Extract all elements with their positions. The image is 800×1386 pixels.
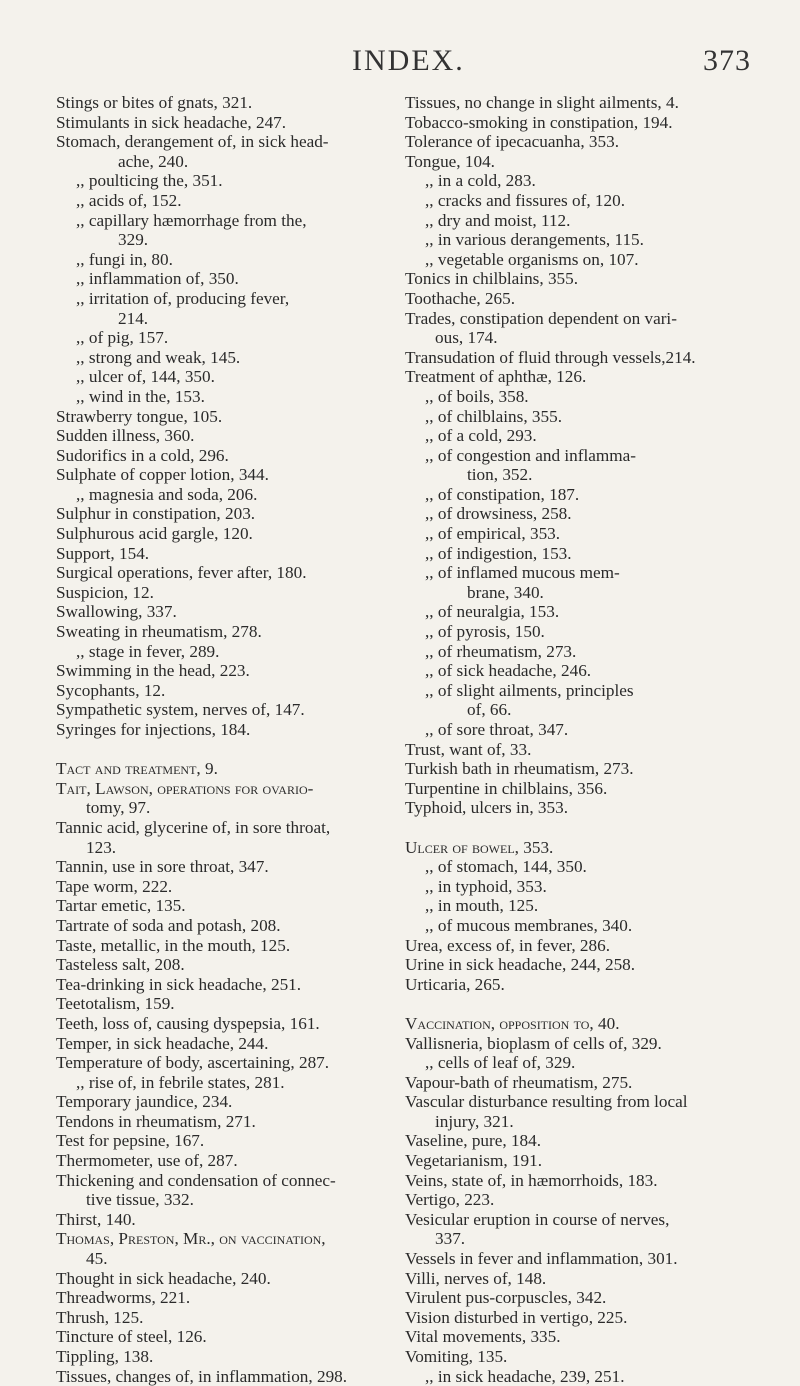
page-number: 373	[703, 44, 751, 77]
index-entry: Vesicular eruption in course of nerves,	[405, 1209, 670, 1229]
index-subentry: ,, rise of, in febrile states, 281.	[76, 1072, 285, 1092]
index-entry: Ulcer of bowel, 353.	[405, 837, 554, 857]
index-entry: Veins, state of, in hæmorrhoids, 183.	[405, 1170, 658, 1190]
index-entry: Tannic acid, glycerine of, in sore throat,	[56, 817, 331, 837]
index-entry: Thought in sick headache, 240.	[56, 1268, 271, 1288]
index-entry: Thrush, 125.	[56, 1307, 144, 1327]
index-entry: Tendons in rheumatism, 271.	[56, 1111, 256, 1131]
index-entry: Virulent pus-corpuscles, 342.	[405, 1288, 607, 1308]
index-entry-continuation: ache, 240.	[118, 151, 189, 171]
section-gap	[405, 994, 743, 1014]
page-header	[0, 44, 800, 84]
index-subentry: ,, inflammation of, 350.	[76, 269, 239, 289]
index-entry: Tartrate of soda and potash, 208.	[56, 915, 281, 935]
index-subentry: ,, capillary hæmorrhage from the,	[76, 210, 307, 230]
index-entry-continuation: 123.	[86, 837, 117, 857]
index-entry: Thermometer, use of, 287.	[56, 1151, 238, 1171]
index-column-left	[56, 93, 384, 1386]
index-entry-continuation: brane, 340.	[467, 582, 544, 602]
index-entry: Swimming in the head, 223.	[56, 661, 250, 681]
index-entry: Strawberry tongue, 105.	[56, 406, 223, 426]
index-entry: Vaccination, opposition to, 40.	[405, 1013, 620, 1033]
index-entry: Thickening and condensation of connec-	[56, 1170, 336, 1190]
index-entry: Temper, in sick headache, 244.	[56, 1033, 269, 1053]
index-subentry: ,, of stomach, 144, 350.	[425, 857, 587, 877]
index-subentry: ,, in sick headache, 239, 251.	[425, 1366, 625, 1386]
index-entry: Vital movements, 335.	[405, 1327, 561, 1347]
index-entry: Trust, want of, 33.	[405, 739, 532, 759]
index-subentry: ,, of slight ailments, principles	[425, 680, 634, 700]
section-gap	[56, 740, 384, 760]
index-entry: Sulphurous acid gargle, 120.	[56, 524, 253, 544]
index-entry: Taste, metallic, in the mouth, 125.	[56, 935, 291, 955]
index-subentry: ,, of constipation, 187.	[425, 484, 580, 504]
index-entry: Sycophants, 12.	[56, 680, 166, 700]
index-subentry: ,, of rheumatism, 273.	[425, 641, 577, 661]
index-entry: Tannin, use in sore throat, 347.	[56, 857, 269, 877]
index-subentry: ,, of boils, 358.	[425, 386, 529, 406]
index-entry: Sympathetic system, nerves of, 147.	[56, 700, 305, 720]
index-entry: Vessels in fever and inflammation, 301.	[405, 1249, 678, 1269]
index-subentry: ,, stage in fever, 289.	[76, 641, 220, 661]
index-entry: Sudorifics in a cold, 296.	[56, 445, 229, 465]
index-entry: Temporary jaundice, 234.	[56, 1092, 233, 1112]
index-entry: Swallowing, 337.	[56, 602, 177, 622]
index-subentry: ,, of a cold, 293.	[425, 426, 537, 446]
index-entry: Vomiting, 135.	[405, 1347, 508, 1366]
index-subentry: ,, of sore throat, 347.	[425, 720, 569, 739]
index-subentry: ,, of empirical, 353.	[425, 524, 561, 544]
index-subentry: ,, of mucous membranes, 340.	[425, 915, 633, 935]
page-title: INDEX.	[352, 44, 465, 77]
index-entry-continuation: 329.	[118, 230, 149, 250]
index-subentry: ,, of sick headache, 246.	[425, 661, 592, 681]
index-entry: Suspicion, 12.	[56, 582, 154, 602]
index-entry: Villi, nerves of, 148.	[405, 1268, 547, 1288]
index-subentry: ,, irritation of, producing fever,	[76, 288, 290, 308]
index-subentry: ,, acids of, 152.	[76, 190, 182, 210]
index-entry: Vaseline, pure, 184.	[405, 1131, 542, 1151]
index-subentry: ,, in a cold, 283.	[425, 171, 536, 191]
index-entry: Sweating in rheumatism, 278.	[56, 622, 262, 642]
index-subentry: ,, in various derangements, 115.	[425, 230, 644, 250]
index-entry: Turkish bath in rheumatism, 273.	[405, 759, 634, 779]
index-entry: Turpentine in chilblains, 356.	[405, 778, 608, 798]
index-subentry: ,, of pyrosis, 150.	[425, 622, 545, 642]
index-entry: Syringes for injections, 184.	[56, 720, 251, 739]
index-entry: Threadworms, 221.	[56, 1288, 191, 1308]
index-entry: Urea, excess of, in fever, 286.	[405, 935, 610, 955]
index-entry: Teeth, loss of, causing dyspepsia, 161.	[56, 1013, 320, 1033]
index-entry: Urine in sick headache, 244, 258.	[405, 955, 636, 975]
index-entry: Thirst, 140.	[56, 1209, 136, 1229]
index-entry: Tippling, 138.	[56, 1347, 154, 1366]
index-entry: Trades, constipation dependent on vari-	[405, 308, 677, 328]
index-entry-continuation: tion, 352.	[467, 465, 533, 485]
index-subentry: ,, of inflamed mucous mem-	[425, 563, 620, 583]
index-entry: Vision disturbed in vertigo, 225.	[405, 1307, 628, 1327]
index-subentry: ,, magnesia and soda, 206.	[76, 484, 258, 504]
section-gap	[405, 818, 743, 838]
index-entry-continuation: 45.	[86, 1249, 108, 1269]
index-entry: Tea-drinking in sick headache, 251.	[56, 974, 302, 994]
index-entry: Toothache, 265.	[405, 288, 516, 308]
index-entry: Tongue, 104.	[405, 151, 495, 171]
index-entry-continuation: 214.	[118, 308, 149, 328]
index-subentry: ,, of neuralgia, 153.	[425, 602, 560, 622]
index-entry: Vegetarianism, 191.	[405, 1151, 542, 1171]
index-entry: Tact and treatment, 9.	[56, 759, 218, 779]
index-entry: Tonics in chilblains, 355.	[405, 269, 579, 289]
index-entry: Tissues, no change in slight ailments, 4.	[405, 93, 679, 112]
index-entry: Treatment of aphthæ, 126.	[405, 367, 587, 387]
index-subentry: ,, in typhoid, 353.	[425, 876, 547, 896]
index-subentry: ,, cells of leaf of, 329.	[425, 1053, 576, 1073]
index-entry: Sulphur in constipation, 203.	[56, 504, 256, 524]
index-entry: Sulphate of copper lotion, 344.	[56, 465, 269, 485]
index-entry: Tolerance of ipecacuanha, 353.	[405, 132, 620, 152]
index-entry: Vallisneria, bioplasm of cells of, 329.	[405, 1033, 662, 1053]
index-entry: Tincture of steel, 126.	[56, 1327, 207, 1347]
index-entry: Tobacco-smoking in constipation, 194.	[405, 112, 673, 132]
index-entry-continuation: injury, 321.	[435, 1111, 514, 1131]
index-entry: Stimulants in sick headache, 247.	[56, 112, 287, 132]
index-subentry: ,, cracks and fissures of, 120.	[425, 190, 625, 210]
index-entry: Stings or bites of gnats, 321.	[56, 93, 253, 112]
index-entry-continuation: tomy, 97.	[86, 798, 151, 818]
index-entry: Tape worm, 222.	[56, 876, 173, 896]
index-entry: Support, 154.	[56, 543, 150, 563]
index-entry: Vascular disturbance resulting from local	[405, 1092, 688, 1112]
index-entry: Urticaria, 265.	[405, 974, 505, 994]
index-subentry: ,, poulticing the, 351.	[76, 171, 223, 191]
index-entry: Thomas, Preston, Mr., on vaccination,	[56, 1229, 326, 1249]
index-subentry: ,, wind in the, 153.	[76, 386, 205, 406]
index-subentry: ,, of pig, 157.	[76, 328, 169, 348]
index-subentry: ,, vegetable organisms on, 107.	[425, 249, 639, 269]
index-subentry: ,, strong and weak, 145.	[76, 347, 241, 367]
index-entry-continuation: ous, 174.	[435, 328, 498, 348]
index-entry-continuation: 337.	[435, 1229, 466, 1249]
index-subentry: ,, of indigestion, 153.	[425, 543, 572, 563]
index-entry: Teetotalism, 159.	[56, 994, 175, 1014]
index-entry-continuation: of, 66.	[467, 700, 512, 720]
index-entry: Sudden illness, 360.	[56, 426, 195, 446]
index-entry: Surgical operations, fever after, 180.	[56, 563, 307, 583]
index-entry: Tissues, changes of, in inflammation, 298.	[56, 1366, 348, 1386]
index-subentry: ,, of congestion and inflamma-	[425, 445, 636, 465]
index-entry: Vertigo, 223.	[405, 1190, 495, 1210]
index-subentry: ,, dry and moist, 112.	[425, 210, 571, 230]
index-entry-continuation: tive tissue, 332.	[86, 1190, 194, 1210]
index-entry: Vapour-bath of rheumatism, 275.	[405, 1072, 633, 1092]
index-subentry: ,, ulcer of, 144, 350.	[76, 367, 215, 387]
index-entry: Tartar emetic, 135.	[56, 896, 186, 916]
index-entry: Test for pepsine, 167.	[56, 1131, 205, 1151]
index-column-right	[405, 93, 743, 1386]
index-subentry: ,, fungi in, 80.	[76, 249, 173, 269]
index-entry: Temperature of body, ascertaining, 287.	[56, 1053, 330, 1073]
index-entry: Tasteless salt, 208.	[56, 955, 185, 975]
index-subentry: ,, of drowsiness, 258.	[425, 504, 572, 524]
index-subentry: ,, of chilblains, 355.	[425, 406, 563, 426]
index-entry: Transudation of fluid through vessels,214.	[405, 347, 696, 367]
index-entry: Tait, Lawson, operations for ovario-	[56, 778, 314, 798]
index-subentry: ,, in mouth, 125.	[425, 896, 539, 916]
index-entry: Typhoid, ulcers in, 353.	[405, 798, 569, 818]
index-entry: Stomach, derangement of, in sick head-	[56, 132, 329, 152]
